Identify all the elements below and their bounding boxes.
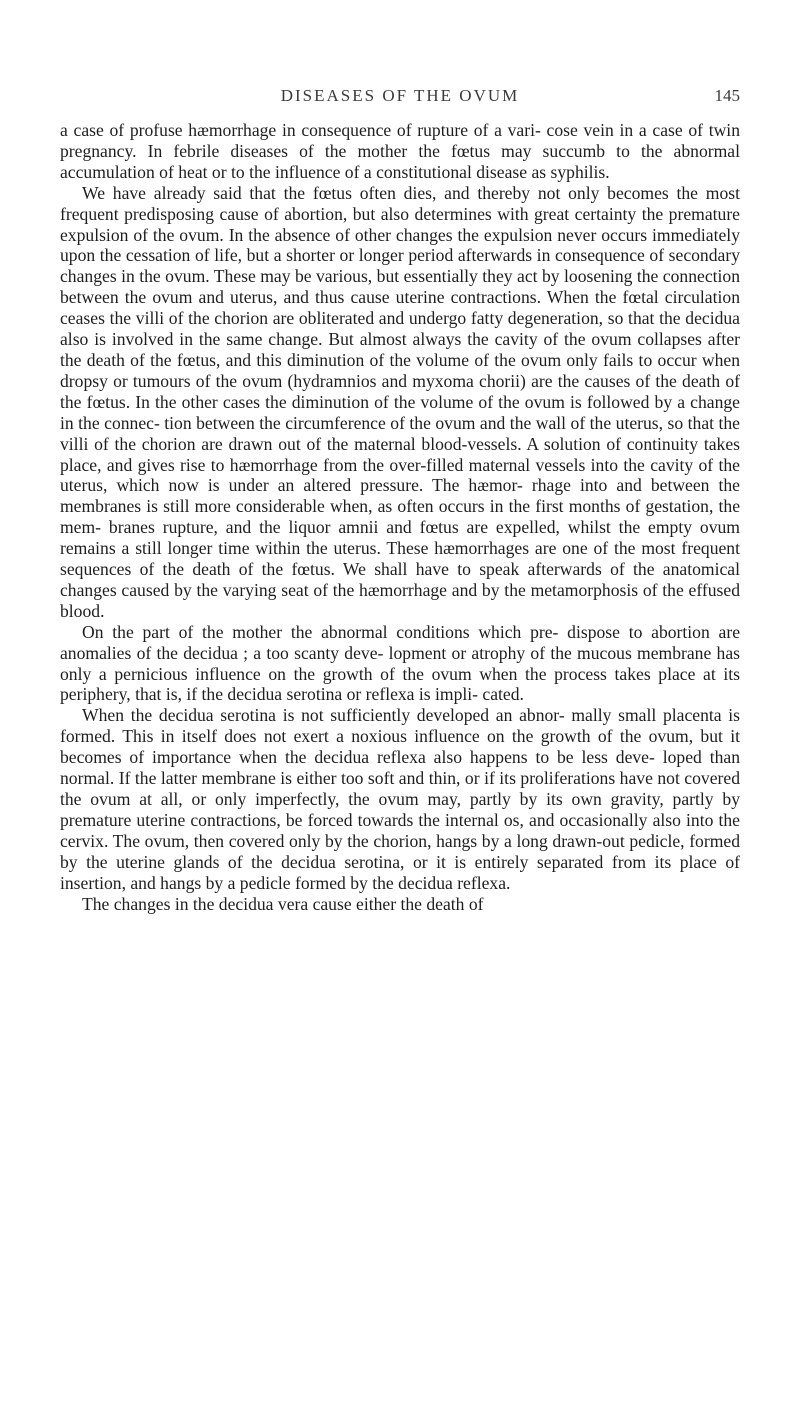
- running-head: [60, 86, 740, 110]
- paragraph-4: When the decidua serotina is not sufficiently developed an abnor- mally small placenta is formed. This in itself does not exert a noxious influence on the growth of the ovum, but it becomes of importance when the decidua reflexa also happens to be less deve- loped than normal. If the latter membrane is either too soft and thin, or if its proliferations have not covered the ovum at all, or only imperfectly, the ovum may, partly by its own gravity, partly by premature uterine contractions, be forced towards the internal os, and occasionally also into the cervix. The ovum, then covered only by the chorion, hangs by a long drawn-out pedicle, formed by the uterine glands of the decidua serotina, or it is entirely separated from its place of insertion, and hangs by a pedicle formed by the decidua reflexa.: [60, 705, 740, 893]
- page-number: 145: [714, 86, 740, 105]
- paragraph-5: The changes in the decidua vera cause either the death of: [82, 893, 484, 914]
- paragraph-3: On the part of the mother the abnormal conditions which pre- dispose to abortion are anomalies of the decidua ; a too scanty deve- lopment or atrophy of the mucous membrane has only a pernicious influence on the growth of the ovum when the process takes place at its periphery, that is, if the decidua serotina or reflexa is impli- cated.: [60, 621, 740, 705]
- paragraph-2: We have already said that the fœtus often dies, and thereby not only becomes the most frequent predisposing cause of abortion, but also determines with great certainty the premature expulsion of the ovum. In the absence of other changes the expulsion never occurs immediately upon the cessation of life, but a shorter or longer period afterwards in consequence of secondary changes in the ovum. These may be various, but essentially they act by loosening the connection between the ovum and uterus, and thus cause uterine contractions. When the fœtal circulation ceases the villi of the chorion are obliterated and undergo fatty degeneration, so that the decidua also is involved in the same change. But almost always the cavity of the ovum collapses after the death of the fœtus, and this diminution of the volume of the ovum only fails to occur when dropsy or tumours of the ovum (hydramnios and myxoma chorii) are the causes of the death of the fœtus. In the other cases the diminution of the volume of the ovum is followed by a change in the connec- tion between the circumference of the ovum and the wall of the uterus, so that the villi of the chorion are drawn out of the maternal blood-vessels. A solution of continuity takes place, and gives rise to hæmorrhage from the over-filled maternal vessels into the cavity of the uterus, which now is under an altered pressure. The hæmor- rhage into and between the membranes is still more considerable when, as often occurs in the first months of gestation, the mem- branes rupture, and the liquor amnii and fœtus are expelled, whilst the empty ovum remains a still longer time within the uterus. These hæmorrhages are one of the most frequent sequences of the death of the fœtus. We shall have to speak afterwards of the anatomical changes caused by the varying seat of the hæmorrhage and by the metamorphosis of the effused blood.: [60, 182, 740, 621]
- running-title: DISEASES OF THE OVUM: [280, 86, 520, 105]
- paragraph-1: a case of profuse hæmorrhage in consequence of rupture of a vari- cose vein in a case of twin pregnancy. In febrile diseases of the mother the fœtus may succumb to the abnormal accumulation of heat or to the influence of a constitutional disease as syphilis.: [60, 120, 740, 182]
- text-body: [60, 120, 740, 914]
